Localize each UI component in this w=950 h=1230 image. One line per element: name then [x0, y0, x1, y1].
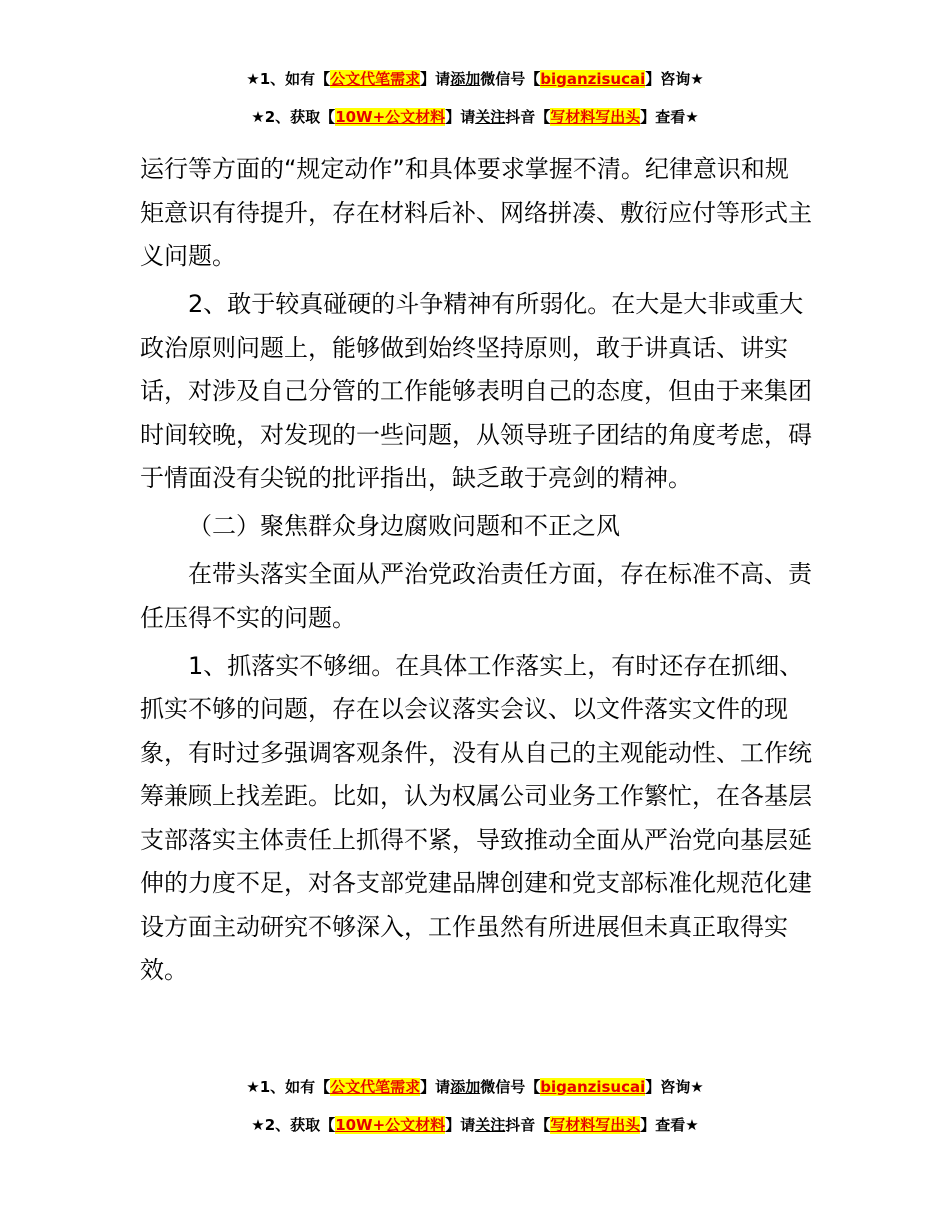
banner-1-suffix: 】咨询★ — [645, 70, 704, 88]
banner-1-highlight-service: 公文代笔需求 — [330, 70, 421, 88]
footer-1-mid: 】请 — [420, 1078, 451, 1096]
paragraph-point-1: 1、抓落实不够细。在具体工作落实上，有时还存在抓细、抓实不够的问题，存在以会议落实会议、以文件落实文件的现象，有时过多强调客观条件，没有从自己的主观能动性、工作统筹兼顾上找差距。比如，认为权属公司业务工作繁忙，在各基层支部落实主体责任上抓得不紧，导致推动全面从严治党向基层延伸的力度不足，对各支部党建品牌创建和党支部标准化规范化建设方面主动研究不够深入，工作虽然有所进展但未真正取得实效。 — [140, 651, 812, 984]
footer-1-highlight-service: 公文代笔需求 — [330, 1078, 421, 1096]
footer-1-suffix: 】咨询★ — [645, 1078, 704, 1096]
footer-banner-line-2 — [0, 1114, 950, 1136]
banner-1-prefix: ★1、如有【 — [246, 70, 331, 88]
banner-2-highlight-materials: 10W+公文材料 — [335, 108, 446, 126]
header-banner-line-2 — [0, 106, 950, 128]
banner-1-mid-2: 微信号【 — [480, 70, 541, 88]
footer-2-mid: 】请 — [445, 1116, 476, 1134]
footer-2-highlight-materials: 10W+公文材料 — [335, 1116, 446, 1134]
paragraph-point-2: 2、敢于较真碰硬的斗争精神有所弱化。在大是大非或重大政治原则问题上，能够做到始终坚持原则，敢于讲真话、讲实话，对涉及自己分管的工作能够表明自己的态度，但由于来集团时间较晚，对发现的一些问题，从领导班子团结的角度考虑，碍于情面没有尖锐的批评指出，缺乏敢于亮剑的精神。 — [140, 290, 812, 492]
paragraph-section-intro: 在带头落实全面从严治党政治责任方面，存在标准不高、责任压得不实的问题。 — [140, 560, 812, 632]
footer-1-highlight-wechat: biganzisucai — [540, 1078, 646, 1096]
footer-2-underlined: 关注 — [475, 1116, 506, 1134]
banner-1-highlight-wechat: biganzisucai — [540, 70, 646, 88]
footer-2-mid-2: 抖音【 — [505, 1116, 551, 1134]
banner-1-underlined: 添加 — [450, 70, 481, 88]
footer-1-prefix: ★1、如有【 — [246, 1078, 331, 1096]
footer-2-suffix: 】查看★ — [640, 1116, 699, 1134]
banner-2-underlined: 关注 — [475, 108, 506, 126]
footer-2-prefix: ★2、获取【 — [251, 1116, 336, 1134]
footer-1-underlined: 添加 — [450, 1078, 481, 1096]
paragraph-continuation: 运行等方面的“规定动作”和具体要求掌握不清。纪律意识和规矩意识有待提升，存在材料后补、网络拼凑、敷衍应付等形式主义问题。 — [140, 155, 812, 270]
section-heading: （二）聚焦群众身边腐败问题和不正之风 — [188, 512, 620, 540]
document-body — [140, 148, 812, 997]
banner-2-prefix: ★2、获取【 — [251, 108, 336, 126]
banner-1-mid: 】请 — [420, 70, 451, 88]
banner-2-highlight-douyin: 写材料写出头 — [550, 108, 641, 126]
footer-2-highlight-douyin: 写材料写出头 — [550, 1116, 641, 1134]
footer-banner-line-1 — [0, 1076, 950, 1098]
banner-2-mid-2: 抖音【 — [505, 108, 551, 126]
footer-1-mid-2: 微信号【 — [480, 1078, 541, 1096]
banner-2-suffix: 】查看★ — [640, 108, 699, 126]
header-banner-line-1 — [0, 68, 950, 90]
banner-2-mid: 】请 — [445, 108, 476, 126]
